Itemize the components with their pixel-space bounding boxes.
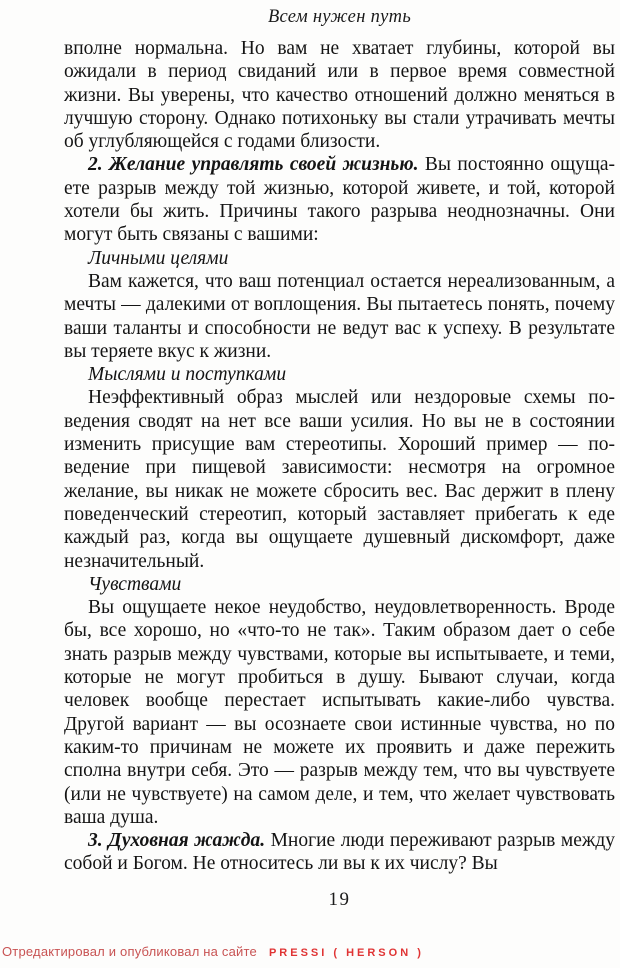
paragraph	[64, 153, 615, 246]
watermark-stamp	[2, 943, 424, 961]
paragraph	[64, 829, 615, 876]
paragraph-text: Вы ощущаете некое неудобство, неудовлетворенность. Вроде бы, все хорошо, но «что-то не так». Таким образом дает о себе знать разрыв между чувствами, которые вы испытываете, и теми, которые не могут пробиться в душу. Бывают случаи, когда человек вообще перестает испытывать какие-либо чувства. Другой вариант — вы осознаете свои истинные чувства, но по каким-то причинам не можете их проявить и даже пережить сполна внутри себя. Это — разрыв между тем, что вы чувствуете (или не чувствуете) на самом деле, и тем, что желает чувствовать ваша душа.	[64, 597, 615, 828]
numbered-heading-3: 3. Духовная жажда.	[88, 830, 266, 852]
paragraph-text: Многие люди переживают разрыв между собой и Богом. Не относитесь ли вы к их числу? Вы	[64, 830, 615, 875]
paragraph	[64, 270, 615, 363]
paragraph	[64, 386, 615, 572]
page-text	[64, 37, 615, 876]
page-number: 19	[328, 889, 351, 910]
subheading-feelings: Чувствами	[88, 573, 182, 595]
subheading-personal-goals: Личными целями	[88, 247, 229, 269]
subheading-thoughts-and-actions: Мыслями и поступками	[88, 364, 287, 386]
stamp-text: Отредактировал и опубликовал на сайте	[2, 944, 257, 959]
paragraph	[64, 596, 615, 829]
paragraph-text: Неэффективный образ мыслей или нездоровые схемы поведения сводят на нет все ваши усилия. Но вы не в состоянии изменить присущие вам стереотипы. Хороший пример — поведение при пищевой зависимости: несмотря на огромное желание, вы никак не можете сбросить вес. Вас держит в плену поведенческий стереотип, который заставляет прибегать к еде каждый раз, когда вы ощущаете душевный дискомфорт, даже незначительный.	[64, 387, 615, 572]
paragraph-text: вполне нормальна. Но вам не хватает глубины, которой вы ожидали в период свиданий или в первое время совместной жизни. Вы уверены, что качество отношений должно меняться в лучшую сторону. Однако потихоньку вы стали утрачивать мечты об углубляющейся с годами близости.	[64, 38, 615, 153]
paragraph	[64, 37, 615, 153]
paragraph-text: Вы постоянно ощущаете разрыв между той жизнью, которой живете, и той, которой хотели бы жить. Причины такого разрыва неоднозначны. Они могут быть связаны с вашими:	[64, 154, 616, 246]
stamp-site-name: PRESSI ( HERSON )	[268, 947, 424, 959]
numbered-heading-2: 2. Желание управлять своей жизнью.	[88, 154, 419, 176]
running-header: Всем нужен путь	[267, 7, 412, 27]
paragraph-text: Вам кажется, что ваш потенциал остается нереализованным, а мечты — далекими от воплощения. Вы пытаетесь понять, почему ваши таланты и способности не ведут вас к успеху. В результате вы теряете вкус к жизни.	[64, 270, 615, 362]
